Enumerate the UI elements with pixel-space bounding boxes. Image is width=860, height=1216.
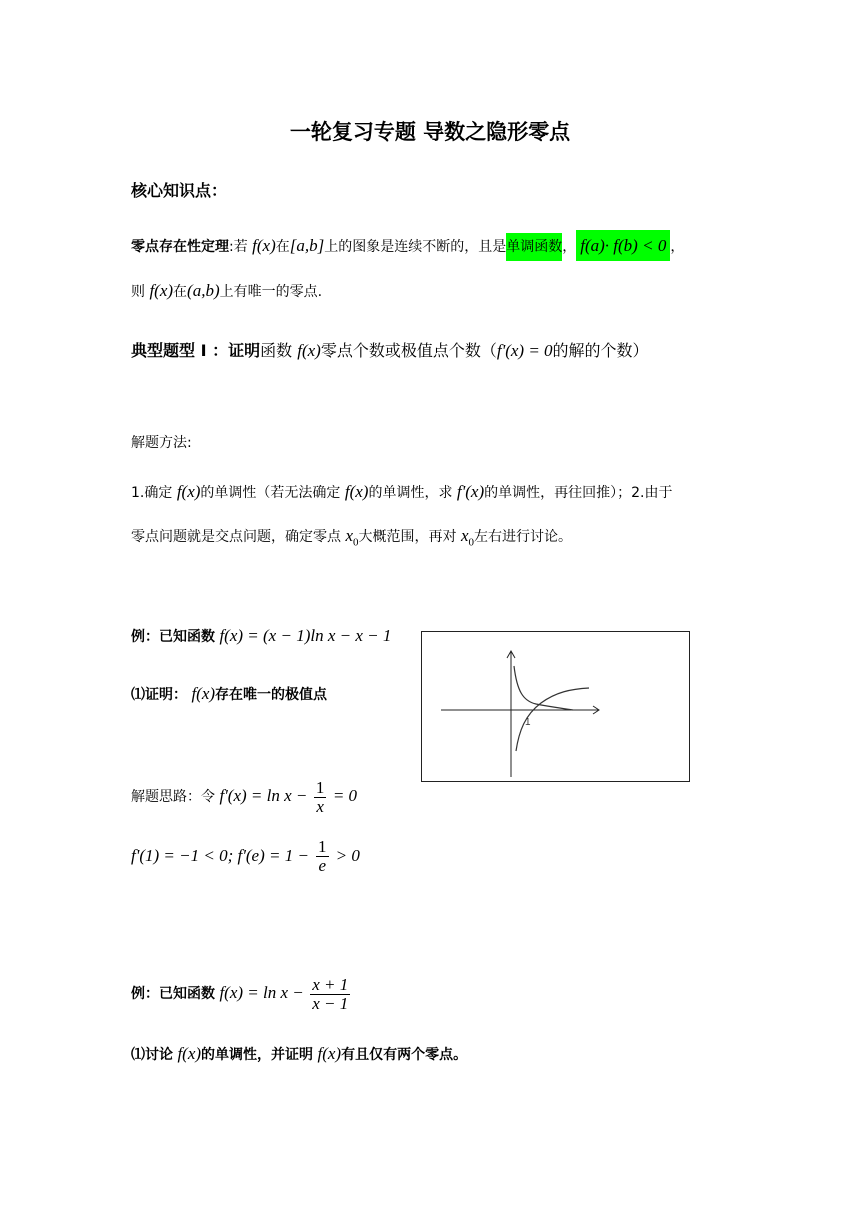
method-line-2	[131, 522, 572, 556]
theorem-line2-interval: (a,b)	[187, 281, 220, 300]
solution-thinking-line	[131, 778, 357, 816]
theorem-line2-fx: f(x)	[149, 281, 174, 300]
theorem-comma: ，	[562, 239, 577, 255]
method-x0-b: $x_0$	[460, 526, 474, 549]
theorem-line2-text-a: 则	[131, 284, 145, 300]
example1-q1-fx: f(x)	[191, 684, 216, 703]
fraction-1-over-e: $\frac{1}{e}$	[318, 837, 327, 875]
example2-q1-fx: f(x)	[177, 1044, 202, 1063]
type1-text-3: 的解的个数）	[552, 341, 649, 360]
method-x0-a: $x_0$	[345, 526, 359, 549]
example1-label: 例：已知函数	[131, 629, 215, 645]
method-text-4: 的单调性，再往回推）；2.由于	[484, 485, 673, 501]
method-label: 解题方法:	[131, 435, 192, 451]
method-text-3: 的单调性，求	[368, 485, 453, 501]
solution-thinking-label: 解题思路：令	[131, 789, 215, 805]
method-fx-2: f(x)	[344, 482, 369, 501]
type1-fpx: f'(x) = 0	[496, 341, 553, 360]
graph-frame	[422, 632, 690, 782]
type1-line	[131, 337, 649, 365]
derivative-values: f'(1) = −1 < 0; f'(e) = 1 −	[131, 846, 309, 865]
page-title: 一轮复习专题 导数之隐形零点	[289, 120, 571, 144]
example1-q1-text: 存在唯一的极值点	[215, 687, 328, 703]
solution-derivative: f'(x) = ln x −	[219, 786, 308, 805]
solution-equals-zero: = 0	[332, 786, 358, 805]
example2-question-1	[131, 1040, 467, 1069]
theorem-colon: :	[229, 239, 234, 255]
derivative-values-line	[131, 838, 360, 875]
method-line-1	[131, 478, 673, 507]
fraction-x-plus-1-over-x-minus-1: $\frac{x + 1}{x - 1}$	[312, 974, 349, 1013]
example1-q1-prefix: ⑴证明：	[131, 687, 187, 703]
theorem-line2-text-c: 上有唯一的零点.	[219, 284, 323, 300]
type1-text-1: 函数	[260, 341, 293, 360]
method-fx-1: f(x)	[176, 482, 201, 501]
theorem-fx: f(x)	[252, 236, 276, 255]
type1-text-2: 零点个数或极值点个数（	[320, 341, 497, 360]
example2-q1-mid: 的单调性，并证明	[201, 1047, 314, 1063]
theorem-text-3: 上的图象是连续不断的，且是	[324, 239, 507, 255]
example1-question-1	[131, 680, 327, 709]
graph-tick-1: 1	[525, 717, 531, 728]
method-text-1: 1.确定	[131, 485, 173, 501]
method-fpx: f'(x)	[456, 482, 485, 501]
theorem-line-1	[131, 232, 684, 261]
theorem-line2-text-b: 在	[173, 284, 188, 300]
theorem-label: 零点存在性定理	[131, 239, 229, 255]
theorem-text-2: 在	[275, 239, 290, 255]
method-line2-text-a: 零点问题就是交点问题，确定零点	[131, 529, 341, 545]
example2-q1-end: 有且仅有两个零点。	[341, 1047, 468, 1063]
type1-prove: 证明	[228, 341, 261, 360]
example1-line	[131, 622, 391, 651]
example2-q1-fx-2: f(x)	[317, 1044, 342, 1063]
type1-fx: f(x)	[297, 341, 321, 360]
method-line2-text-c: 左右进行讨论。	[474, 529, 572, 545]
derivative-values-end: > 0	[335, 846, 360, 865]
function-graph	[421, 631, 691, 783]
highlight-product-condition: f(a)· f(b) < 0	[576, 230, 670, 261]
theorem-interval: [a,b]	[289, 236, 325, 255]
theorem-text-1: 若	[233, 239, 248, 255]
theorem-line-2	[131, 277, 322, 306]
theorem-comma-2: ，	[670, 239, 685, 255]
type1-label: 典型题型 I ：	[131, 341, 229, 360]
example1-formula: f(x) = (x − 1)ln x − x − 1	[219, 626, 392, 645]
core-knowledge-heading: 核心知识点：	[131, 181, 228, 200]
example2-formula: f(x) = ln x −	[219, 983, 304, 1002]
fraction-1-over-x: $\frac{1}{x}$	[315, 777, 325, 816]
example2-line	[131, 975, 352, 1013]
example2-q1-prefix: ⑴讨论	[131, 1047, 173, 1063]
method-line2-text-b: 大概范围，再对	[358, 529, 457, 545]
highlight-monotonic: 单调函数	[506, 233, 562, 261]
example2-label: 例：已知函数	[131, 986, 215, 1002]
method-text-2: 的单调性（若无法确定	[200, 485, 341, 501]
